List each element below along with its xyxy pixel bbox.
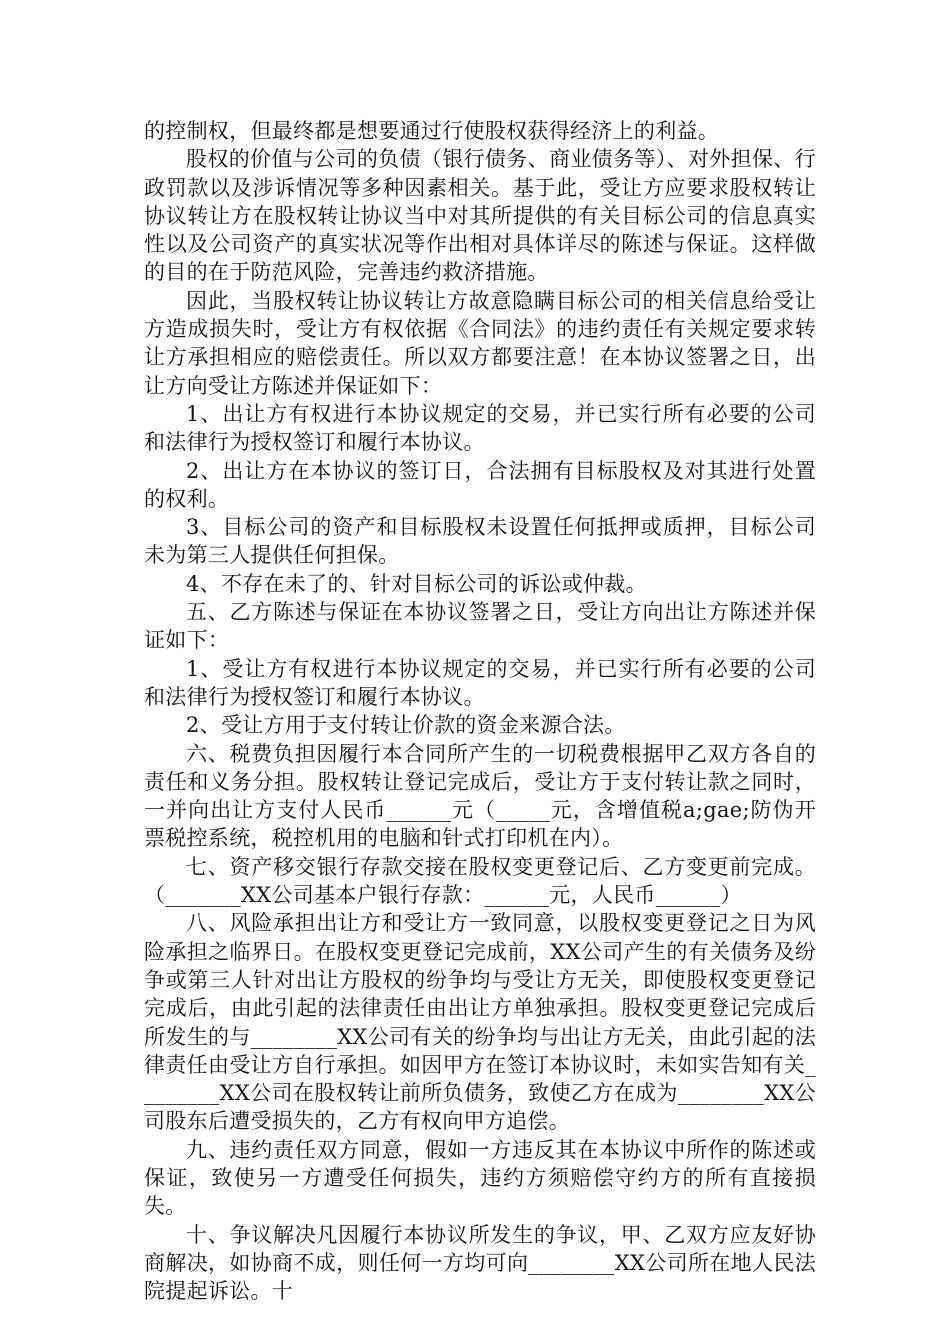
list-item: 3、目标公司的资产和目标股权未设置任何抵押或质押，目标公司未为第三人提供任何担保。 bbox=[144, 515, 816, 568]
paragraph: 股权的价值与公司的负债（银行债务、商业债务等）、对外担保、行政罚款以及涉诉情况等多种因素相关。基于此，受让方应要求股权转让协议转让方在股权转让协议当中对其所提供的有关目标公司的信息真实性以及公司资产的真实状况等作出相对具体详尽的陈述与保证。这样做的目的在于防范风险，完善违约救济措施。 bbox=[144, 147, 816, 285]
section-paragraph: 八、风险承担出让方和受让方一致同意，以股权变更登记之日为风险承担之临界日。在股权变更登记完成前，XX公司产生的有关债务及纷争或第三人针对出让方股权的纷争均与受让方无关，即使股权变更登记完成后，由此引起的法律责任由出让方单独承担。股权变更登记完成后所发生的与________XX公司有关的纷争均与出让方无关，由此引起的法律责任由受让方自行承担。如因甲方在签订本协议时，未如实告知有关________XX公司在股权转让前所负债务，致使乙方在成为________XX公司股东后遭受损失的，乙方有权向甲方追偿。 bbox=[144, 911, 816, 1134]
list-item: 1、出让方有权进行本协议规定的交易，并已实行所有必要的公司和法律行为授权签订和履行本协议。 bbox=[144, 401, 816, 455]
list-item: 4、不存在未了的、针对目标公司的诉讼或仲裁。 bbox=[186, 571, 647, 596]
section-paragraph: 九、违约责任双方同意，假如一方违反其在本协议中所作的陈述或保证，致使另一方遭受任何损失，违约方须赔偿守约方的所有直接损失。 bbox=[144, 1137, 816, 1219]
section-paragraph: 十、争议解决凡因履行本协议所发生的争议，甲、乙双方应友好协商解决，如协商不成，则任何一方均可向________XX公司所在地人民法院提起诉讼。十 bbox=[144, 1222, 816, 1304]
document-body bbox=[144, 117, 816, 1305]
section-paragraph: 五、乙方陈述与保证在本协议签署之日，受让方向出让方陈述并保证如下： bbox=[144, 600, 816, 653]
list-item: 2、受让方用于支付转让价款的资金来源合法。 bbox=[186, 713, 626, 738]
paragraph: 的控制权，但最终都是想要通过行使股权获得经济上的利益。 bbox=[144, 119, 720, 143]
list-item: 1、受让方有权进行本协议规定的交易，并已实行所有必要的公司和法律行为授权签订和履行本协议。 bbox=[144, 656, 816, 709]
section-paragraph: 七、资产移交银行存款交接在股权变更登记后、乙方变更前完成。（_______XX公司基本户银行存款：______元，人民币______） bbox=[144, 854, 816, 908]
list-item: 2、出让方在本协议的签订日，合法拥有目标股权及对其进行处置的权利。 bbox=[144, 458, 816, 511]
section-paragraph: 六、税费负担因履行本合同所产生的一切税费根据甲乙双方各自的责任和义务分担。股权转让登记完成后，受让方于支付转让款之同时，一并向出让方支付人民币______元（_____元，含增值税a;gae;防伪开票税控系统，税控机用的电脑和针式打印机在内）。 bbox=[144, 741, 816, 851]
paragraph: 因此，当股权转让协议转让方故意隐瞒目标公司的相关信息给受让方造成损失时，受让方有权依据《合同法》的违约责任有关规定要求转让方承担相应的赔偿责任。所以双方都要注意！在本协议签署之日，出让方向受让方陈述并保证如下： bbox=[144, 288, 816, 398]
